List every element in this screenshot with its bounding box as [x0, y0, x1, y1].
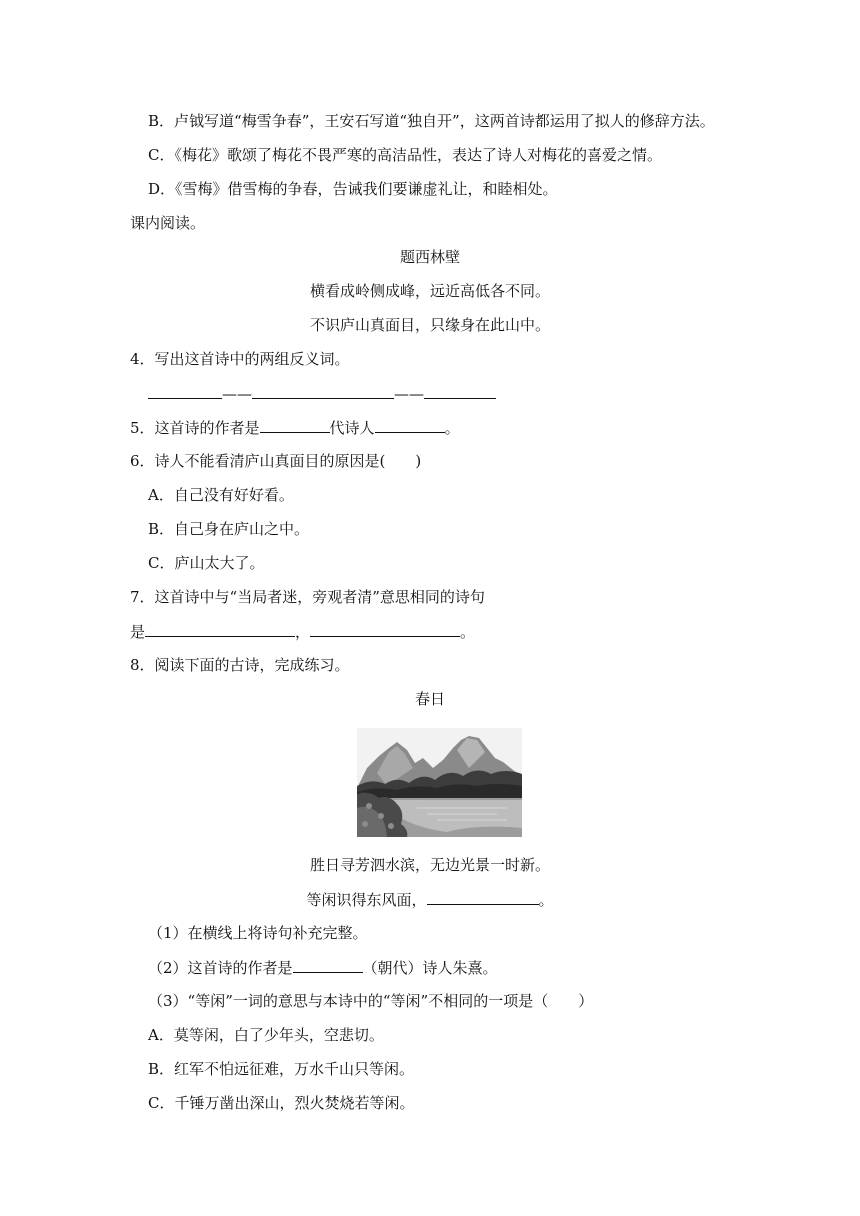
- dynasty-blank[interactable]: [260, 417, 330, 433]
- sub-question-1: （1）在横线上将诗句补充完整。: [148, 924, 368, 942]
- q7-answer-row: [130, 621, 475, 642]
- dynasty-blank[interactable]: [293, 957, 363, 973]
- poem-blank[interactable]: [427, 889, 539, 905]
- s2-prefix: （2）这首诗的作者是: [148, 959, 293, 977]
- option-c: C．《梅花》歌颂了梅花不畏严寒的高洁品性，表达了诗人对梅花的喜爱之情。: [148, 146, 662, 164]
- q6-option-c: C．庐山太大了。: [148, 554, 265, 572]
- dash: ——: [222, 385, 252, 403]
- q5-text: 。: [444, 419, 460, 437]
- sub-question-3: （3）“等闲”一词的意思与本诗中的“等闲”不相同的一项是（ ）: [148, 992, 594, 1010]
- poem2-line1: 胜日寻芳泗水滨，无边光景一时新。: [309, 856, 550, 874]
- q6-option-a: A．自己没有好好看。: [148, 486, 294, 504]
- poem2-line2: [0, 889, 860, 910]
- poem1-title: 题西林壁: [399, 248, 460, 266]
- poet-blank[interactable]: [375, 417, 445, 433]
- sub-option-a: A．莫等闲，白了少年头，空悲切。: [148, 1026, 384, 1044]
- poem2-line2-prefix: 等闲识得东风面，: [306, 891, 427, 909]
- sub-option-c: C．千锤万凿出深山，烈火焚烧若等闲。: [148, 1094, 415, 1112]
- landscape-photo-icon: [357, 728, 522, 837]
- sub-option-b: B．红军不怕远征难，万水千山只等闲。: [148, 1060, 415, 1078]
- poem2-line2-end: 。: [538, 891, 554, 909]
- answer-blank[interactable]: [148, 383, 222, 399]
- s2-suffix: （朝代）诗人朱熹。: [362, 959, 498, 977]
- question-5: [130, 417, 460, 438]
- answer-blank[interactable]: [310, 621, 460, 637]
- sub-question-2: [148, 957, 498, 978]
- poem1-line1: 横看成岭侧成峰，远近高低各不同。: [309, 282, 550, 300]
- dash: ——: [394, 385, 424, 403]
- q6-option-b: B．自己身在庐山之中。: [148, 520, 310, 538]
- option-d: D．《雪梅》借雪梅的争春，告诫我们要谦虚礼让，和睦相处。: [148, 180, 558, 198]
- question-7: 7．这首诗中与“当局者迷，旁观者清”意思相同的诗句: [130, 588, 485, 606]
- q7-comma: ，: [295, 623, 311, 641]
- answer-blank[interactable]: [145, 621, 295, 637]
- section-label: 课内阅读。: [130, 214, 206, 232]
- q5-text: 5．这首诗的作者是: [130, 419, 260, 437]
- question-6: 6．诗人不能看清庐山真面目的原因是( ): [130, 452, 422, 470]
- q7-prefix: 是: [130, 623, 146, 641]
- q7-end: 。: [460, 623, 476, 641]
- q5-text: 代诗人: [329, 419, 375, 437]
- option-b: B．卢钺写道“梅雪争春”，王安石写道“独自开”，这两首诗都运用了拟人的修辞方法。: [148, 112, 715, 130]
- poem2-title: 春日: [414, 690, 445, 708]
- question-8: 8．阅读下面的古诗，完成练习。: [130, 656, 350, 674]
- antonym-answer-row: [148, 383, 496, 404]
- question-4: 4．写出这首诗中的两组反义词。: [130, 350, 350, 368]
- answer-blank[interactable]: [252, 383, 394, 399]
- poem1-line2: 不识庐山真面目，只缘身在此山中。: [309, 316, 550, 334]
- answer-blank[interactable]: [424, 383, 496, 399]
